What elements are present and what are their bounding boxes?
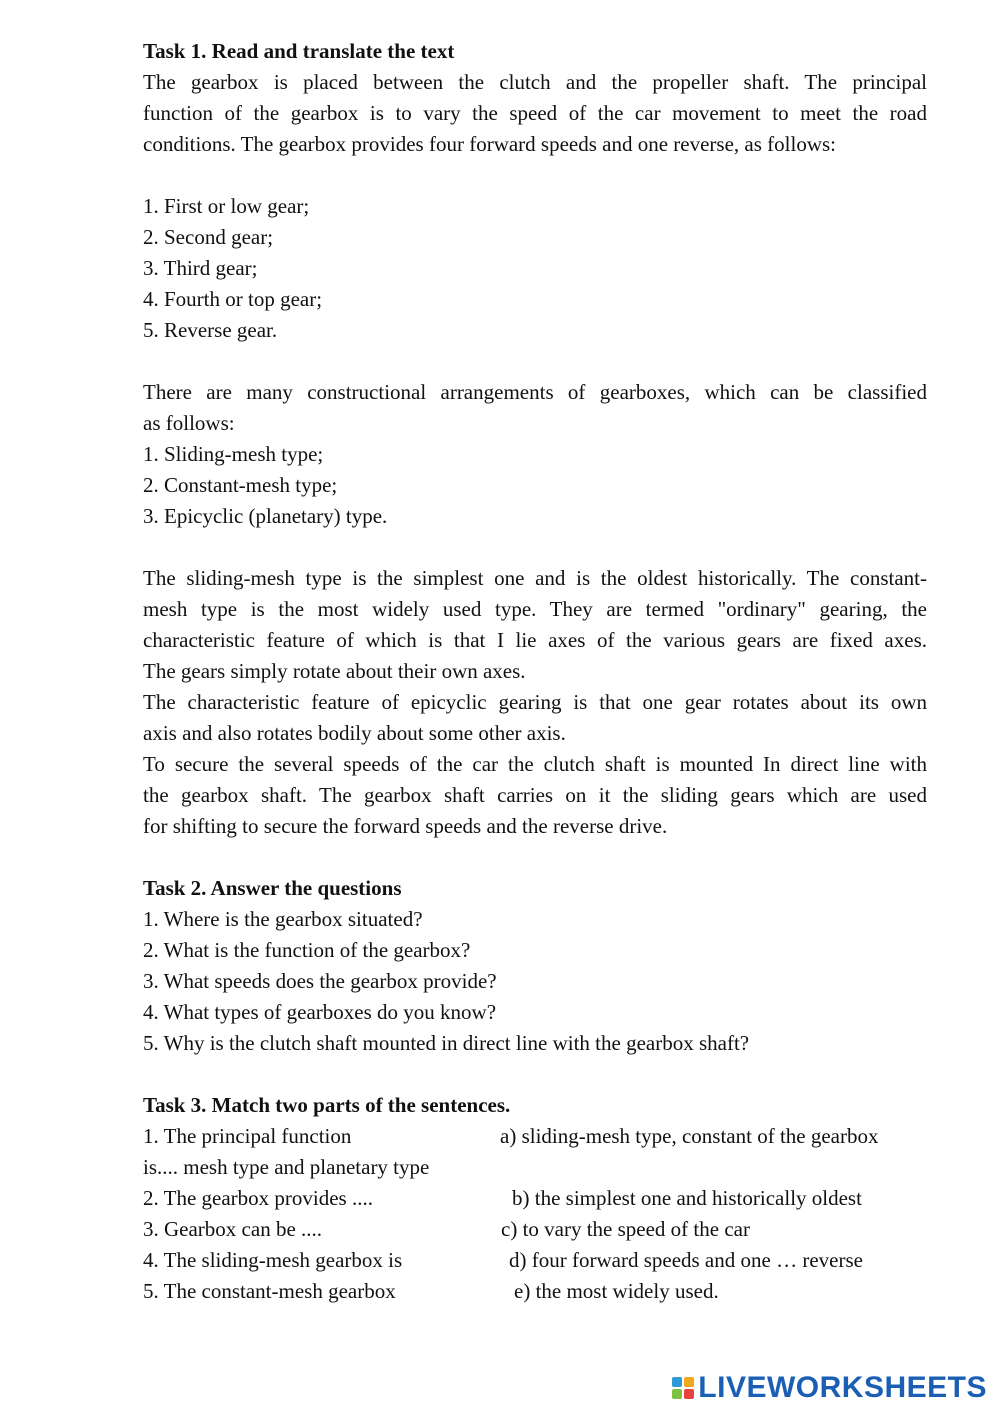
match-right: e) the most widely used. (514, 1279, 719, 1303)
types-list (143, 439, 927, 532)
list-item: 1. First or low gear; (143, 194, 310, 218)
text-line: The gearbox is placed between the clutch and the propeller shaft. The principal (143, 70, 927, 94)
match-row (143, 1183, 927, 1214)
list-item: 3. Third gear; (143, 256, 258, 280)
task1-paragraph-1 (143, 67, 927, 160)
match-row (143, 1121, 927, 1152)
task1-paragraph-2 (143, 377, 927, 439)
list-item: 2. Second gear; (143, 225, 274, 249)
logo-square (672, 1377, 682, 1387)
list-item: 1. Sliding-mesh type; (143, 442, 324, 466)
match-left: 5. The constant-mesh gearbox (143, 1279, 396, 1303)
question-item: 3. What speeds does the gearbox provide? (143, 969, 497, 993)
list-item: 2. Constant-mesh type; (143, 473, 338, 497)
list-item: 5. Reverse gear. (143, 318, 278, 342)
match-right: a) sliding-mesh type, constant of the gearbox (500, 1124, 879, 1148)
match-left: 1. The principal function (143, 1124, 352, 1148)
match-left: 3. Gearbox can be .... (143, 1217, 323, 1241)
text-line: conditions. The gearbox provides four forward speeds and one reverse, as follows: (143, 132, 836, 156)
match-left: 4. The sliding-mesh gearbox is (143, 1248, 403, 1272)
match-row (143, 1276, 927, 1307)
list-item: 4. Fourth or top gear; (143, 287, 323, 311)
text-line: function of the gearbox is to vary the speed of the car movement to meet the road (143, 101, 927, 125)
question-item: 4. What types of gearboxes do you know? (143, 1000, 497, 1024)
match-row (143, 1214, 927, 1245)
worksheet-page (143, 36, 927, 1307)
speeds-list (143, 191, 927, 346)
task3-heading: Task 3. Match two parts of the sentences. (143, 1093, 511, 1117)
spacer (143, 842, 927, 873)
match-right: b) the simplest one and historically oldest (512, 1186, 862, 1210)
task1-paragraph-4 (143, 687, 927, 749)
text-line: There are many constructional arrangements of gearboxes, which can be classified (143, 380, 927, 404)
question-item: 2. What is the function of the gearbox? (143, 938, 471, 962)
text-line: axis and also rotates bodily about some other axis. (143, 721, 566, 745)
task2-heading: Task 2. Answer the questions (143, 876, 402, 900)
logo-square (684, 1389, 694, 1399)
task1-paragraph-5 (143, 749, 927, 842)
logo-square (684, 1377, 694, 1387)
match-row (143, 1245, 927, 1276)
match-left: is.... mesh type and planetary type (143, 1155, 430, 1179)
logo-text: LIVEWORKSHEETS (698, 1371, 987, 1404)
text-line: The sliding-mesh type is the simplest one and is the oldest historically. The constant- (143, 566, 927, 590)
spacer (143, 532, 927, 563)
match-left: 2. The gearbox provides .... (143, 1186, 373, 1210)
task1-heading: Task 1. Read and translate the text (143, 39, 455, 63)
question-item: 5. Why is the clutch shaft mounted in direct line with the gearbox shaft? (143, 1031, 750, 1055)
text-line: The gears simply rotate about their own axes. (143, 659, 526, 683)
logo-square (672, 1389, 682, 1399)
matching-table (143, 1121, 927, 1307)
task1-paragraph-3 (143, 563, 927, 687)
match-right: c) to vary the speed of the car (501, 1217, 750, 1241)
logo-mark-icon (672, 1377, 694, 1399)
text-line: The characteristic feature of epicyclic gearing is that one gear rotates about its own (143, 690, 927, 714)
spacer (143, 160, 927, 191)
list-item: 3. Epicyclic (planetary) type. (143, 504, 388, 528)
text-line: for shifting to secure the forward speeds and the reverse drive. (143, 814, 668, 838)
text-line: characteristic feature of which is that I lie axes of the various gears are fixed axes. (143, 628, 927, 652)
text-line: as follows: (143, 411, 235, 435)
liveworksheets-logo (672, 1371, 987, 1405)
questions-list (143, 904, 927, 1059)
spacer (143, 1059, 927, 1090)
match-row (143, 1152, 927, 1183)
question-item: 1. Where is the gearbox situated? (143, 907, 423, 931)
text-line: the gearbox shaft. The gearbox shaft carries on it the sliding gears which are used (143, 783, 927, 807)
spacer (143, 346, 927, 377)
text-line: To secure the several speeds of the car the clutch shaft is mounted In direct line with (143, 752, 927, 776)
text-line: mesh type is the most widely used type. They are termed "ordinary" gearing, the (143, 597, 927, 621)
match-right: d) four forward speeds and one … reverse (509, 1248, 863, 1272)
